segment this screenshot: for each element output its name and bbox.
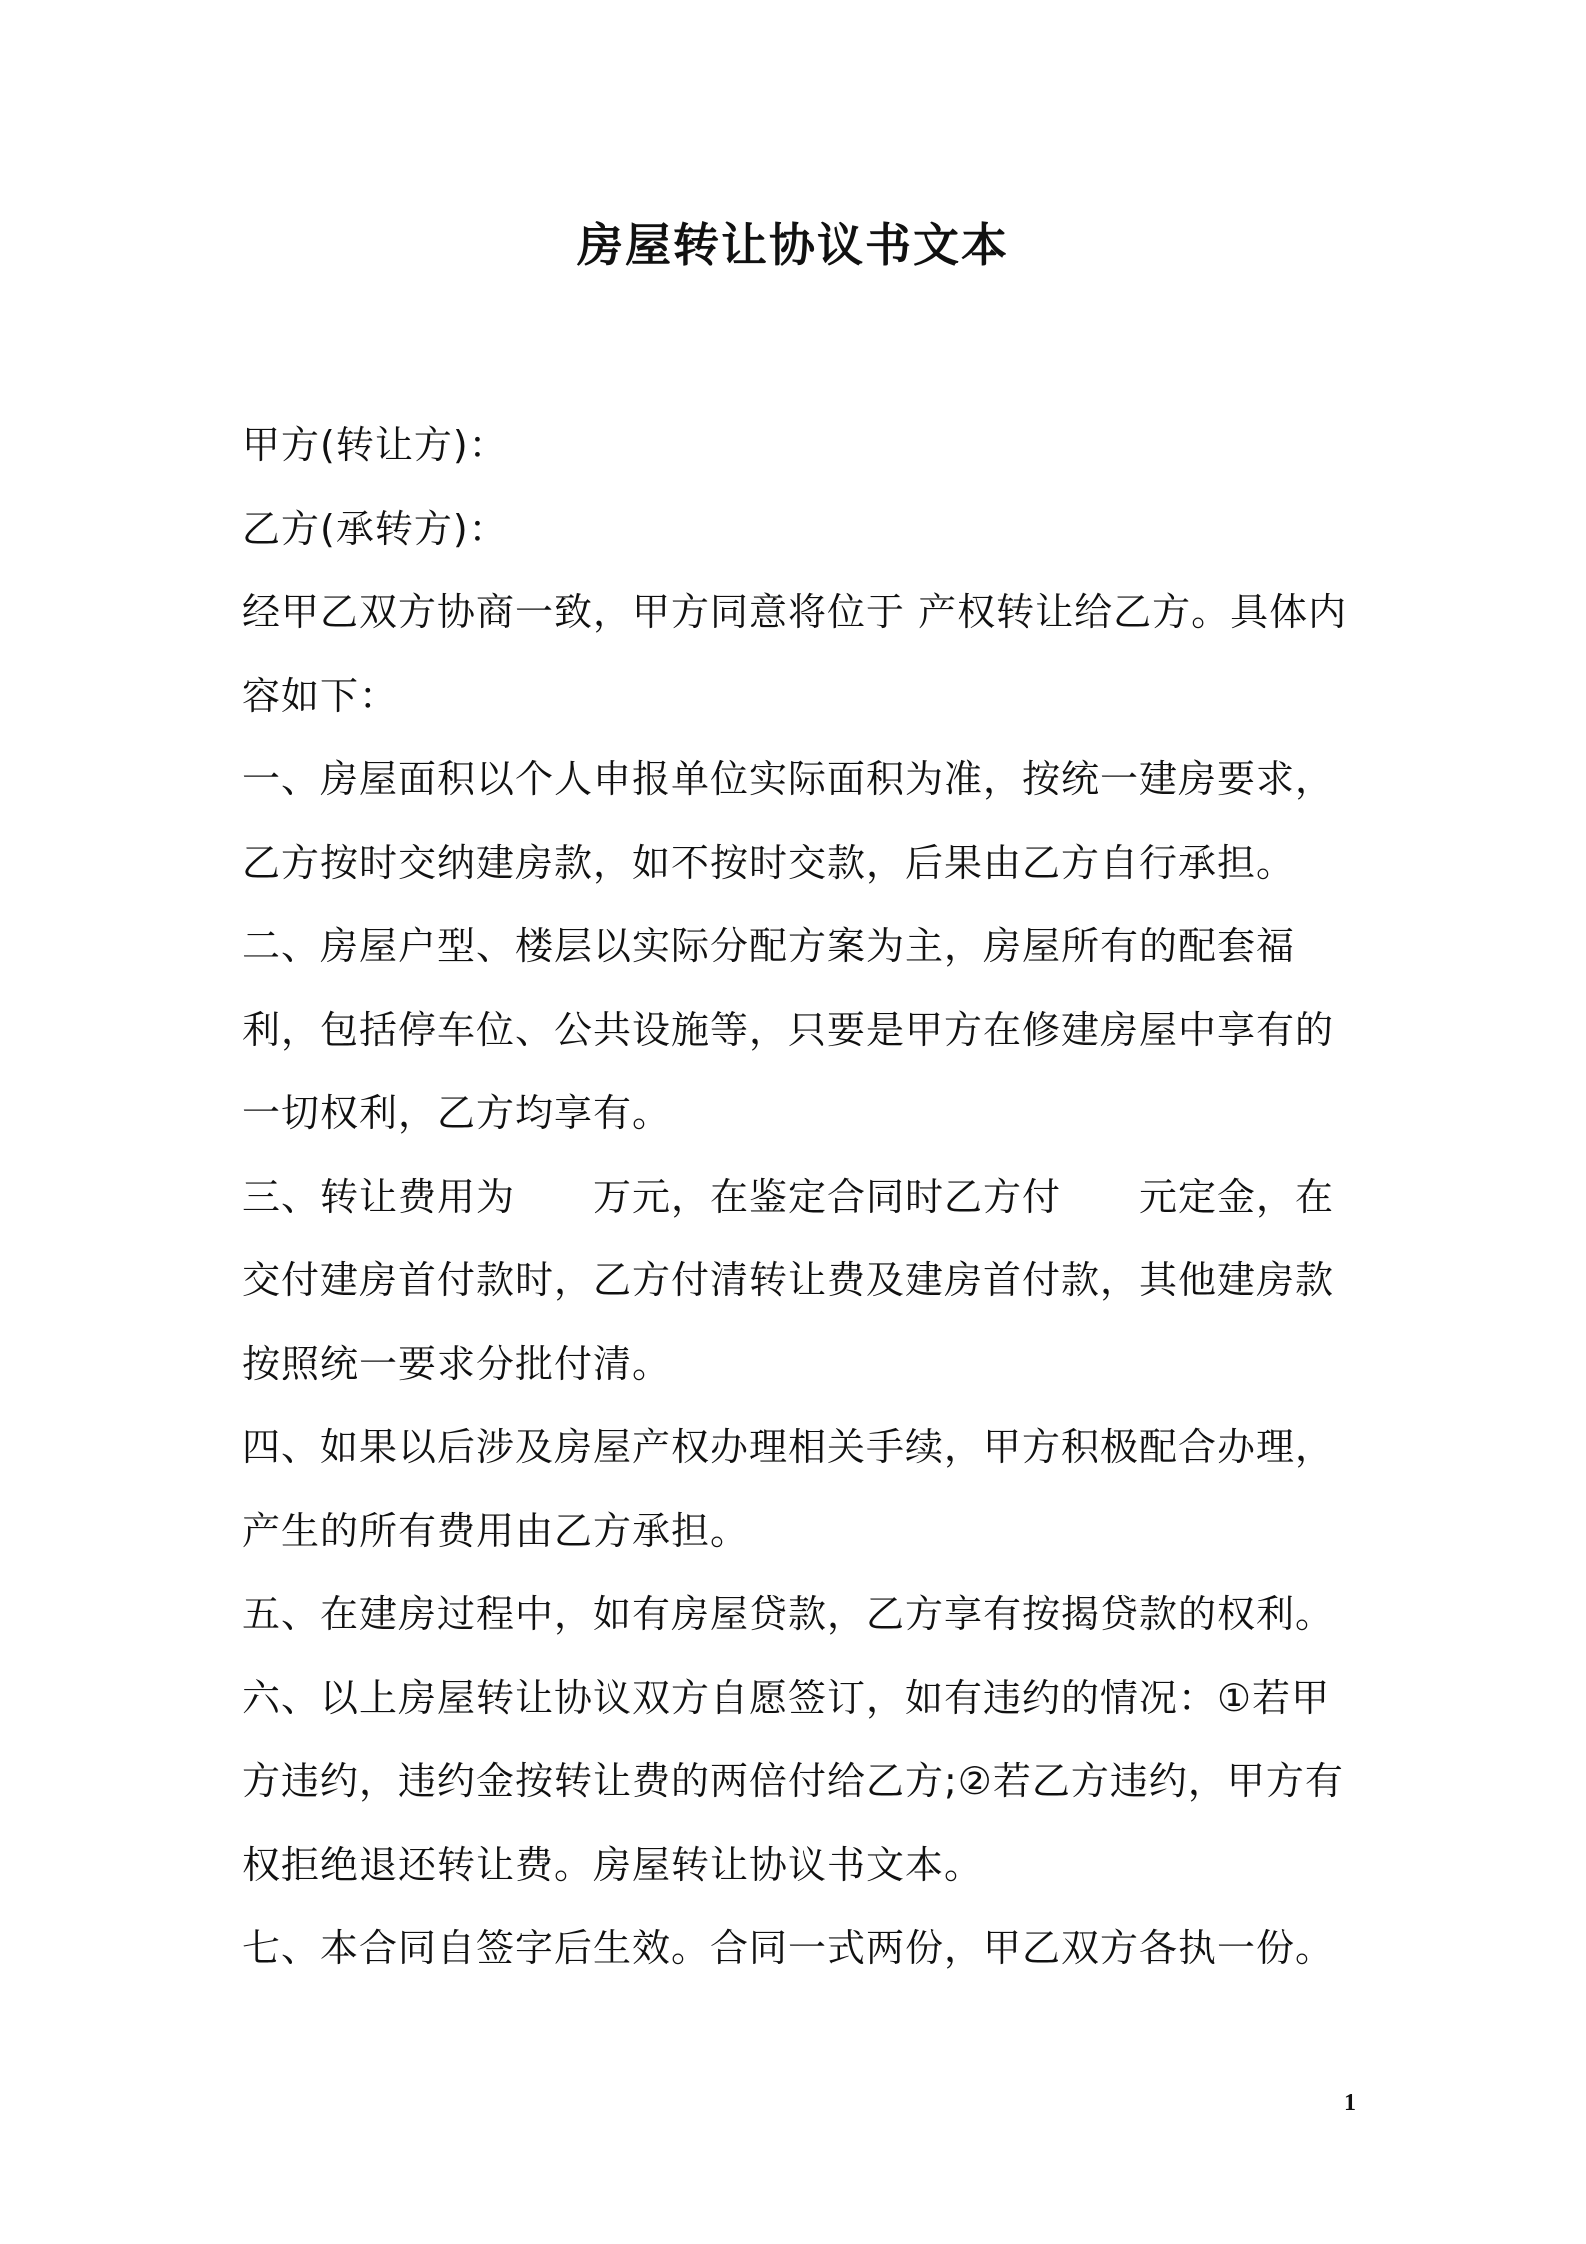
- party-a-line: 甲方(转让方)：: [242, 423, 508, 467]
- document-title: 房屋转让协议书文本: [577, 218, 1009, 272]
- page-number: 1: [1344, 2090, 1356, 2116]
- clause-2: 二、房屋户型、楼层以实际分配方案为主，房屋所有的配套福利，包括停车位、公共设施等，只要是甲方在修建房屋中享有的一切权利，乙方均享有。: [242, 924, 1335, 1135]
- document-body: [242, 404, 1362, 1991]
- clause-3: 三、转让费用为 万元，在鉴定合同时乙方付 元定金，在交付建房首付款时，乙方付清转让费及建房首付款，其他建房款按照统一要求分批付清。: [242, 1174, 1335, 1386]
- clause-4: 四、如果以后涉及房屋产权办理相关手续，甲方积极配合办理，产生的所有费用由乙方承担。: [242, 1425, 1335, 1553]
- intro-paragraph: 经甲乙双方协商一致，甲方同意将位于 产权转让给乙方。具体内容如下：: [242, 590, 1348, 718]
- clause-5: 五、在建房过程中，如有房屋贷款，乙方享有按揭贷款的权利。: [242, 1592, 1335, 1636]
- clause-7: 七、本合同自签字后生效。合同一式两份，甲乙双方各执一份。: [242, 1926, 1335, 1970]
- party-b-line: 乙方(承转方)：: [242, 506, 508, 551]
- clause-6: 六、以上房屋转让协议双方自愿签订，如有违约的情况：①若甲方违约，违约金按转让费的两倍付给乙方;②若乙方违约，甲方有权拒绝退还转让费。房屋转让协议书文本。: [242, 1675, 1344, 1887]
- clause-1: 一、房屋面积以个人申报单位实际面积为准，按统一建房要求，乙方按时交纳建房款，如不按时交款，后果由乙方自行承担。: [242, 757, 1335, 885]
